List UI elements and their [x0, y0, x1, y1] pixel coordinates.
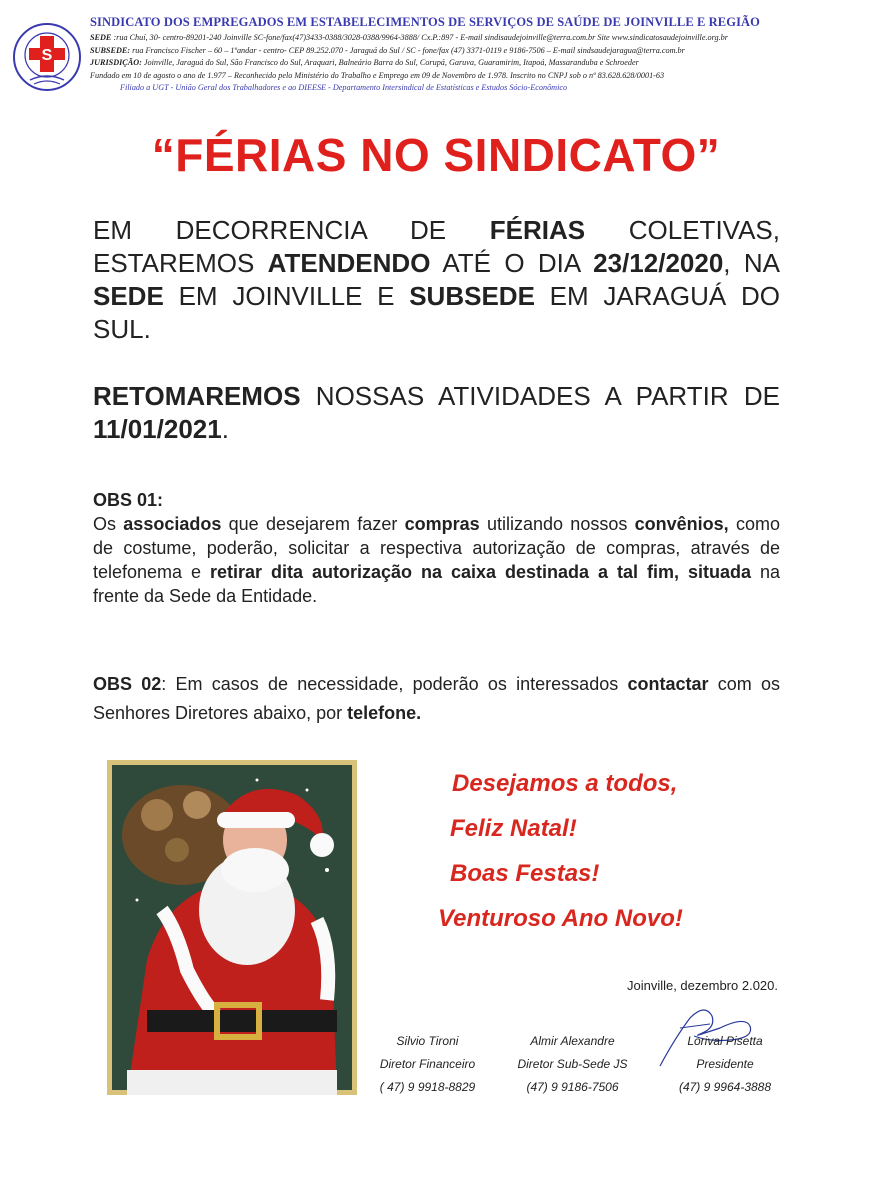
svg-text:S: S — [41, 47, 53, 64]
p1-text-1: EM DECORRENCIA DE — [93, 215, 490, 245]
obs1-bold-associados: associados — [123, 514, 222, 534]
obs2-text-2: com os Senhores Diretores abaixo, por — [93, 674, 780, 723]
p1-text-5: EM JOINVILLE E — [163, 281, 410, 311]
holiday-wishes — [434, 768, 764, 948]
sede-text: :rua Chuí, 30- centro-89201-240 Joinville SC-fone/fax(47)3433-0388/3028-0388/9964-3888/ Cx.P.:897 - E-mail sindisaudejoinville@terra.com.br Site www.sindicatosaudejoinville.org.br — [113, 33, 728, 42]
subsede-text: rua Francisco Fischer – 60 – 1ºandar - centro- CEP 89.252.070 - Jaraguá do Sul / SC - fone/fax (47) 3371-0119 e 9186-7506 – E-mail sindsaudejaragua@terra.com.br — [132, 45, 685, 55]
obs1-text-1: Os — [93, 514, 124, 534]
p2-bold-date: 11/01/2021 — [93, 414, 222, 444]
p1-text-2: COLETIVAS, ESTAREMOS — [93, 215, 780, 278]
obs2-text-1: : Em casos de necessidade, poderão os interessados — [161, 674, 628, 694]
obs2-bold-contactar: contactar — [627, 674, 709, 694]
p2-text-2: . — [221, 414, 229, 444]
wish-line-1: Desejamos a todos, — [452, 770, 678, 797]
santa-claus-illustration — [107, 760, 357, 1095]
obs1-text-3: utilizando nossos — [479, 514, 635, 534]
place-date: Joinville, dezembro 2.020. — [626, 978, 778, 993]
filiado-text: Filiado a UGT - União Geral dos Trabalhadores e ao DIEESE - Departamento Intersindical de Estatísticas e Estudos Sócio-Econômico — [120, 83, 568, 92]
signatory-role: Diretor Financeiro — [379, 1057, 476, 1071]
signatory-name: Silvio Tironi — [396, 1034, 459, 1048]
org-name: SINDICATO DOS EMPREGADOS EM ESTABELECIMENTOS DE SERVIÇOS DE SAÚDE DE JOINVILLE E REGIÃO — [90, 15, 760, 29]
obs1-bold-retirar: retirar dita autorização na caixa destinada a tal fim, situada — [210, 562, 751, 582]
letterhead — [90, 15, 870, 95]
signatory-role: Presidente — [696, 1057, 754, 1071]
obs1-body — [93, 512, 780, 608]
subsede-label: SUBSEDE: — [90, 45, 131, 55]
wish-line-2: Feliz Natal! — [450, 815, 577, 842]
resume-notice — [93, 380, 780, 446]
signatory-role: Diretor Sub-Sede JS — [517, 1057, 628, 1071]
obs1-text-5: na frente da Sede da Entidade. — [93, 562, 780, 606]
sede-label: SEDE — [90, 33, 112, 42]
signatory-2 — [510, 1030, 635, 1099]
wish-line-3: Boas Festas! — [450, 860, 600, 887]
p1-text-3: ATÉ O DIA — [430, 248, 594, 278]
p1-bold-date: 23/12/2020 — [593, 248, 724, 278]
obs1-bold-convenios: convênios, — [634, 514, 729, 534]
obs1-bold-compras: compras — [404, 514, 480, 534]
signatory-1 — [370, 1030, 485, 1099]
p1-bold-subsede: SUBSEDE — [409, 281, 535, 311]
signatory-name: Lorival Pisetta — [687, 1034, 763, 1048]
wish-line-4: Venturoso Ano Novo! — [438, 905, 683, 932]
obs2-bold-title: OBS 02 — [93, 674, 162, 694]
obs1-text-2: que desejarem fazer — [221, 514, 405, 534]
fundado-text: Fundado em 10 de agosto o ano de 1.977 – Reconhecido pelo Ministério do Trabalho e Emprego em 09 de Novembro de 1.978. Inscrito no CNPJ sob o nº 83.628.628/0001-63 — [90, 70, 665, 80]
jurisdicao-label: JURISDIÇÃO: — [90, 58, 142, 67]
signatory-phone: ( 47) 9 9918-8829 — [379, 1080, 476, 1094]
p1-bold-sede: SEDE — [93, 281, 164, 311]
obs1-title: OBS 01: — [93, 490, 164, 510]
p1-bold-ferias: FÉRIAS — [489, 215, 586, 245]
union-logo — [12, 22, 82, 92]
p1-text-6: EM JARAGUÁ DO SUL. — [93, 281, 780, 344]
obs1-text-4: como de costume, poderão, solicitar a respectiva autorização de compras, através de telefonema e — [93, 514, 780, 582]
obs2-body — [93, 670, 780, 728]
p1-text-4: , NA — [723, 248, 780, 278]
vacation-notice — [93, 214, 780, 346]
signatory-phone: (47) 9 9964-3888 — [678, 1080, 772, 1094]
p2-text-1: NOSSAS ATIVIDADES A PARTIR DE — [300, 381, 780, 411]
p2-bold-retomaremos: RETOMAREMOS — [93, 381, 301, 411]
obs2-bold-telefone: telefone. — [347, 703, 422, 723]
signatory-phone: (47) 9 9186-7506 — [526, 1080, 619, 1094]
jurisdicao-text: Joinville, Jaraguá do Sul, São Francisco do Sul, Araquari, Balneário Barra do Sul, Corupá, Garuva, Guaramirim, Itapoá, Massaranduba e Schroeder — [143, 58, 639, 67]
page-title: “FÉRIAS NO SINDICATO” — [151, 129, 721, 181]
signatory-name: Almir Alexandre — [530, 1034, 615, 1048]
p1-bold-atendendo: ATENDENDO — [267, 248, 431, 278]
signatory-3 — [670, 1030, 780, 1099]
